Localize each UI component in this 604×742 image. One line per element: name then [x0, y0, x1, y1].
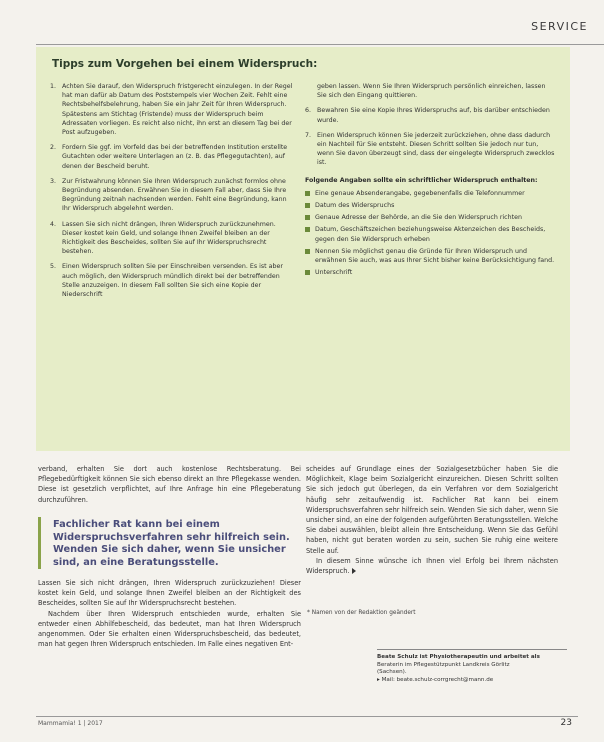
steps-list-left [50, 82, 296, 299]
article-paragraph [306, 556, 558, 576]
step-item [305, 106, 555, 124]
bio-line: (Sachsen). [377, 669, 407, 676]
bio-line: Beraterin im Pflegestützpunkt Landkreis Görlitz [377, 661, 510, 668]
header-divider [36, 44, 604, 45]
step-text: Zur Fristwahrung können Sie Ihren Widerspruch zunächst formlos ohne Begründung absenden. Erwähnen Sie in diesem Fall aber, dass Sie Ihre Begründung zeitnah nachsenden werden. Fehlt eine Begründung, kann Ihr Widerspruch abgelehnt werden. [62, 177, 287, 213]
footnote: * Namen von der Redaktion geändert [307, 610, 416, 616]
bio-line: Beate Schulz ist Physiotherapeutin und arbeitet als [377, 654, 540, 660]
step-number: 1. [50, 83, 57, 90]
step-text: Einen Widerspruch können Sie jederzeit zurückziehen, ohne dass dadurch ein Nachteil für Sie entsteht. Diesen Schritt sollten Sie jedoch nur tun, wenn Sie davon überzeugt sind, dass der eingelegte Widerspruch zwecklos ist. [317, 131, 555, 167]
steps-list-right [305, 106, 555, 167]
step-item [305, 131, 555, 168]
step-number: 7. [305, 131, 312, 139]
article-paragraph: Nachdem über Ihren Widerspruch entschieden wurde, erhalten Sie entweder einen Abhilfebescheid, das bedeutet, man hat Ihren Widerspruch angenommen. Oder Sie erhalten einen Widerspruchsbescheid, das bedeutet, man hat gegen Ihren Widerspruch entschieden. Im Falle eines negativen Ent- [38, 609, 301, 649]
checklist-item: Datum des Widerspruchs [305, 201, 555, 210]
pull-quote-text: Fachlicher Rat kann bei einem Widerspruchsverfahren sehr hilfreich sein. Wenden Sie sich daher, wenn Sie unsicher sind, an eine Beratungsstelle. [53, 519, 290, 568]
step-text: Lassen Sie sich nicht drängen, Ihren Widerspruch zurückzunehmen. Dieser kostet kein Geld, und solange Ihnen Zweifel bleiben an der Richtigkeit des Bescheides, sollten Sie auf Ihr Widerspruchsrecht bestehen. [62, 220, 276, 256]
step-number: 3. [50, 177, 57, 185]
checklist-item: Datum, Geschäftszeichen beziehungsweise Aktenzeichen des Bescheids, gegen den Sie Widerspruch erheben [305, 225, 555, 243]
step-text: Fordern Sie ggf. im Vorfeld das bei der betreffenden Institution erstellte Gutachten oder weitere Unterlagen an (z. B. das Pflegegutachten), auf denen der Bescheid beruht. [62, 144, 288, 170]
article-paragraph: Lassen Sie sich nicht drängen, Ihren Widerspruch zurückzuziehen! Dieser kostet kein Geld, und solange Ihnen Zweifel bleiben an der Richtigkeit des Bescheides, sollten Sie auf Ihr Widerspruchsrecht bestehen. [38, 579, 301, 608]
step-number: 6. [305, 107, 312, 115]
step-text: Einen Widerspruch sollten Sie per Einschreiben versenden. Es ist aber auch möglich, den Widerspruch mündlich direkt bei der betreffenden Stelle anzuzeigen. In diesem Fall sollten Sie sich eine Kopie der Niederschrift [62, 263, 283, 299]
article-paragraph: scheides auf Grundlage eines der Sozialgesetzbücher haben Sie die Möglichkeit, Klage beim Sozialgericht einzureichen. Diesen Schritt sollten Sie sich jedoch gut überlegen, da ein Verfahren vor dem Sozialgericht häufig sehr zeitaufwendig ist. Fachlicher Rat kann bei einem Widerspruchsverfahren sehr hilfreich sein. Wenden Sie sich daher, wenn Sie unsicher sind, an eine der folgenden aufgeführten Beratungsstellen. Welche Sie dabei auswählen, bleibt allein Ihre Entscheidung. Wenn Sie das Gefühl haben, nicht gut beraten worden zu sein, suchen Sie ruhig eine weitere Stelle auf. [306, 465, 558, 555]
footer-divider [36, 716, 578, 717]
step-item [50, 82, 296, 137]
publication-info: Mammamia! 1 | 2017 [38, 720, 103, 727]
step-item [50, 143, 296, 171]
checklist-item: Eine genaue Absenderangabe, gegebenenfalls die Telefonnummer [305, 189, 555, 198]
checklist-title: Folgende Angaben sollte ein schriftlicher Widerspruch enthalten: [305, 176, 538, 184]
article-column-right [306, 464, 558, 576]
article-paragraph: verband, erhalten Sie dort auch kostenlose Rechtsberatung. Bei Pflegebedürftigkeit können Sie sich ebenso direkt an Ihre Pflegekasse wenden. Diese ist gesetzlich verpflichtet, auf Ihre Anfrage hin eine Pflegeberatung durchzuführen. [38, 465, 301, 504]
step-text: Achten Sie darauf, den Widerspruch fristgerecht einzulegen. In der Regel hat man dafür ab Datum des Poststempels vier Wochen Zeit. Fehlt eine Rechtsbehelfsbelehrung, haben Sie ein Jahr Zeit für Ihren Widerspruch. Spätestens am Stichtag (Fristende) muss der Widerspruch beim Adressaten vorliegen. Es reicht also nicht, ihn erst an diesem Tag bei der Post aufzugeben. [62, 83, 293, 137]
article-column-left [38, 464, 301, 505]
author-bio [377, 649, 567, 698]
end-marker-icon [352, 568, 356, 574]
checklist-item: Genaue Adresse der Behörde, an die Sie den Widerspruch richten [305, 213, 555, 222]
article-column-left-lower [38, 578, 301, 649]
checklist [305, 189, 555, 278]
tips-box-title: Tipps zum Vorgehen bei einem Widerspruch: [52, 58, 318, 70]
tips-column-left [50, 82, 296, 305]
pull-quote [38, 517, 304, 569]
section-label: SERVICE [531, 20, 588, 33]
checklist-item: Unterschrift [305, 268, 555, 277]
checklist-item: Nennen Sie möglichst genau die Gründe für Ihren Widerspruch und erwähnen Sie auch, was aus Ihrer Sicht bisher keine Berücksichtigung fand. [305, 247, 555, 265]
bio-email-link[interactable]: ▸ Mail: beate.schulz-corrgrecht@mann.de [377, 676, 494, 683]
closing-sentence: In diesem Sinne wünsche ich Ihnen viel Erfolg bei Ihrem nächsten Widerspruch. [306, 556, 558, 576]
step-5-continuation: geben lassen. Wenn Sie Ihren Widerspruch persönlich einreichen, lassen Sie sich den Eingang quittieren. [317, 83, 546, 100]
step-item [50, 220, 296, 257]
step-item [50, 177, 296, 214]
step-number: 5. [50, 263, 57, 271]
page-number: 23 [560, 718, 572, 728]
step-text: Bewahren Sie eine Kopie Ihres Widerspruchs auf, bis darüber entschieden wurde. [317, 107, 550, 124]
step-item [50, 262, 296, 299]
step-number: 4. [50, 220, 57, 228]
tips-column-right [305, 82, 555, 280]
step-number: 2. [50, 144, 57, 152]
